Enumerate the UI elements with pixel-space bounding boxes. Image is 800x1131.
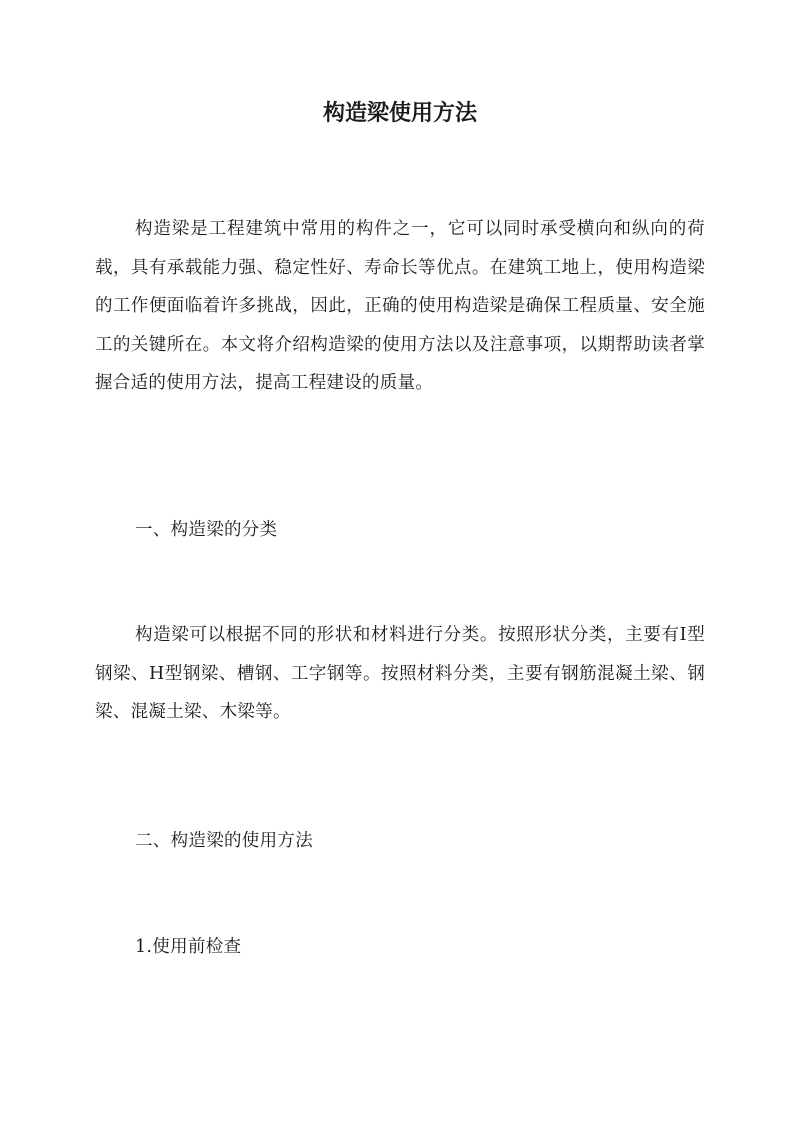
classification-paragraph: 构造梁可以根据不同的形状和材料进行分类。按照形状分类，主要有I型钢梁、H型钢梁、槽钢、工字钢等。按照材料分类，主要有钢筋混凝土梁、钢梁、混凝土梁、木梁等。 [95,625,705,722]
intro-paragraph: 构造梁是工程建筑中常用的构件之一，它可以同时承受横向和纵向的荷载，具有承载能力强、稳定性好、寿命长等优点。在建筑工地上，使用构造梁的工作便面临着许多挑战，因此，正确的使用构造梁是确保工程质量、安全施工的关键所在。本文将介绍构造梁的使用方法以及注意事项，以期帮助读者掌握合适的使用方法，提高工程建设的质量。 [95,219,705,393]
section-heading-classification: 一、构造梁的分类 [135,520,278,540]
document-title: 构造梁使用方法 [322,100,477,126]
section-heading-usage: 二、构造梁的使用方法 [135,831,313,851]
subsection-heading-pre-use-check: 1.使用前检查 [135,937,242,957]
